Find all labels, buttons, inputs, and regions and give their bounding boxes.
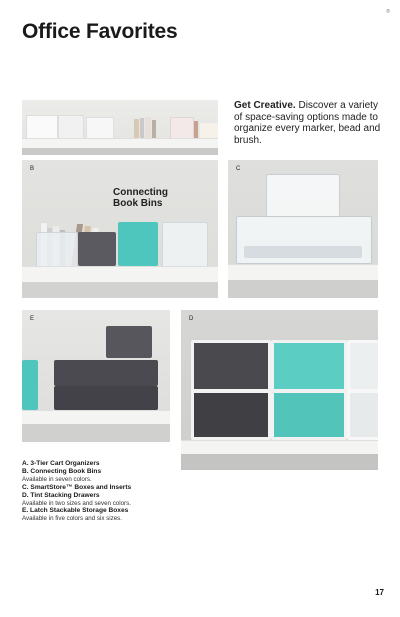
shelf-edge xyxy=(228,280,378,298)
photo-label-d: D xyxy=(189,316,194,322)
legend-item-title: E. Latch Stackable Storage Boxes xyxy=(22,507,129,514)
legend-item-subtitle: Available in two sizes and seven colors. xyxy=(22,499,131,507)
legend-item-title: C. SmartStore™ Boxes and Inserts xyxy=(22,483,132,491)
legend-item-subtitle: Available in five colors and six sizes. xyxy=(22,515,122,522)
photo-label-c: C xyxy=(236,166,241,172)
legend-item-title: A. 3-Tier Cart Organizers xyxy=(22,460,100,467)
legend-item-subtitle: Available in seven colors. xyxy=(22,476,92,483)
callout-line-1: Connecting xyxy=(113,187,168,198)
drawer-teal-top xyxy=(271,340,347,392)
box-insert xyxy=(244,246,362,258)
intro-body: Discover a variety of space-saving options made to organize every marker, bead and brush. xyxy=(234,100,381,146)
latch-box-teal xyxy=(22,360,38,410)
smartstore-box-small xyxy=(266,174,340,218)
book-bin-teal xyxy=(118,222,158,266)
photo-e-latch-boxes xyxy=(22,310,170,442)
latch-box-small xyxy=(106,326,152,358)
drawer-smoke-bottom xyxy=(191,390,271,440)
legend-item xyxy=(22,507,222,523)
intro-heading: Get Creative. xyxy=(234,100,296,111)
drawer-smoke-top xyxy=(191,340,271,392)
book-bin-clear xyxy=(162,222,208,268)
shelf xyxy=(228,264,378,281)
page-number: 17 xyxy=(375,588,384,597)
registered-mark: ® xyxy=(386,9,390,15)
product-legend xyxy=(22,460,222,523)
shelf xyxy=(22,266,218,283)
callout-connecting-book-bins xyxy=(113,187,168,209)
drawer-clear-bottom xyxy=(347,390,378,440)
legend-item xyxy=(22,492,222,508)
photo-a-shelf xyxy=(22,100,218,155)
legend-item-title: D. Tint Stacking Drawers xyxy=(22,491,100,499)
photo-c-smartstore-boxes xyxy=(228,160,378,298)
photo-label-e: E xyxy=(30,316,35,322)
photo-b-book-bins xyxy=(22,160,218,298)
shelf-edge xyxy=(22,148,218,155)
book-bin-smoke xyxy=(78,232,116,266)
latch-box-medium xyxy=(54,360,158,386)
book-bin-clear xyxy=(36,232,78,268)
drawer-clear-top xyxy=(347,340,378,392)
latch-box-large xyxy=(54,386,158,410)
callout-line-2: Book Bins xyxy=(113,198,163,209)
legend-item-title: B. Connecting Book Bins xyxy=(22,468,102,475)
drawer-teal-bottom xyxy=(271,390,347,440)
legend-item xyxy=(22,460,222,468)
photo-label-b: B xyxy=(30,166,35,172)
shelf xyxy=(181,440,378,455)
intro-text xyxy=(234,100,384,146)
photo-d-tint-drawers xyxy=(181,310,378,470)
shelf-edge xyxy=(22,424,170,442)
page-title: Office Favorites xyxy=(22,20,178,43)
legend-item xyxy=(22,484,222,492)
legend-item xyxy=(22,468,222,484)
shelf-edge xyxy=(22,282,218,298)
shelf xyxy=(22,410,170,425)
